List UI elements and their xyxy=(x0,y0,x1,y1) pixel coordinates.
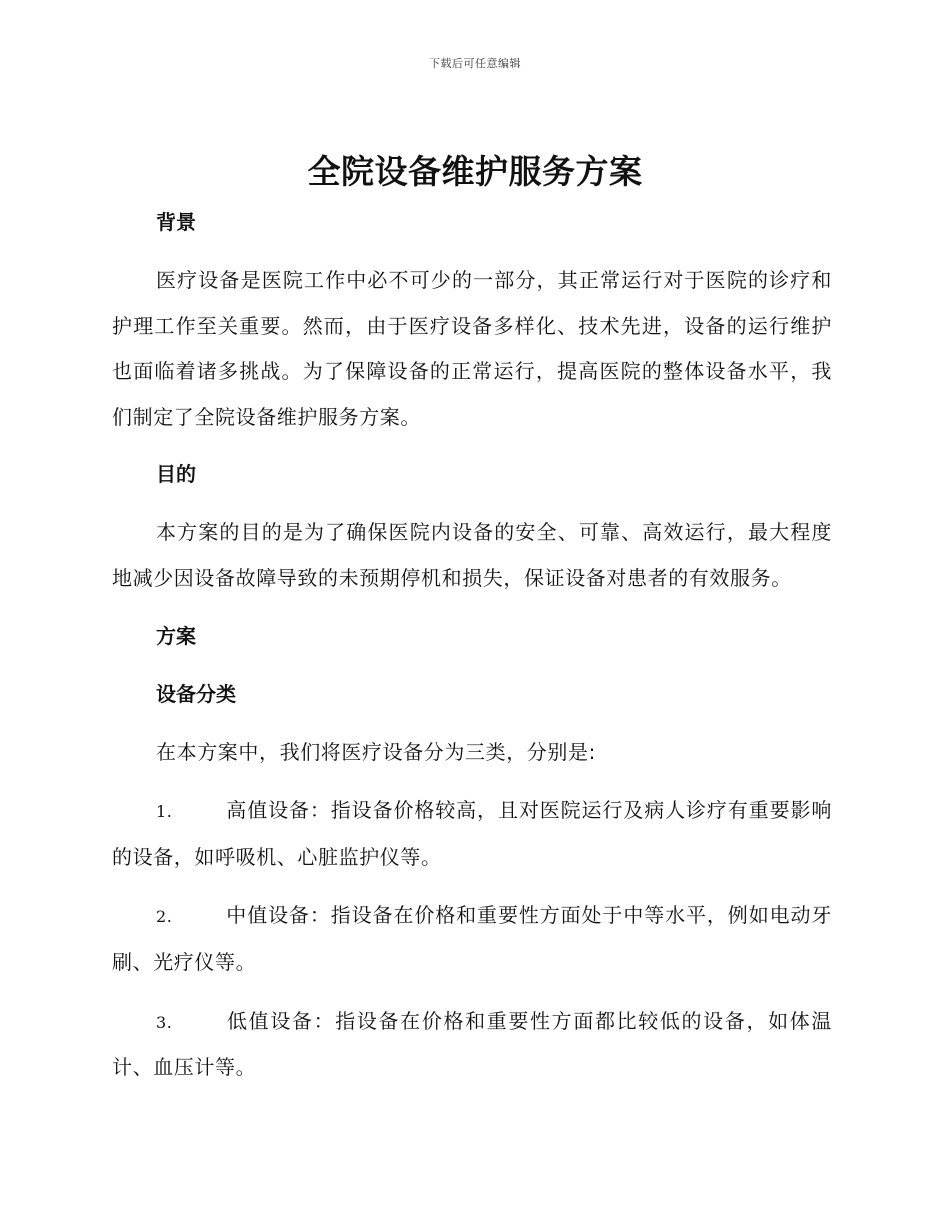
list-item-text: 低值设备：指设备在价格和重要性方面都比较低的设备，如体温计、血压计等。 xyxy=(112,1008,832,1080)
plan-heading: 方案 xyxy=(156,623,196,648)
purpose-paragraph: 本方案的目的是为了确保医院内设备的安全、可靠、高效运行，最大程度地减少因设备故障导致的未预期停机和损失，保证设备对患者的有效服务。 xyxy=(112,520,832,590)
background-heading: 背景 xyxy=(156,210,196,234)
classification-intro: 在本方案中，我们将医疗设备分为三类，分别是: xyxy=(156,739,596,764)
list-item-low-value xyxy=(112,999,832,1091)
list-number: 3. xyxy=(156,1012,173,1032)
list-item-text: 高值设备：指设备价格较高，且对医院运行及病人诊疗有重要影响的设备，如呼吸机、心脏监护仪等。 xyxy=(112,798,832,869)
list-item-text: 中值设备：指设备在价格和重要性方面处于中等水平，例如电动牙刷、光疗仪等。 xyxy=(112,903,832,974)
list-item-medium-value xyxy=(112,893,832,985)
classification-heading: 设备分类 xyxy=(156,681,236,706)
header-note: 下载后可任意编辑 xyxy=(429,57,521,70)
list-number: 1. xyxy=(156,802,173,822)
background-paragraph: 医疗设备是医院工作中必不可少的一部分，其正常运行对于医院的诊疗和护理工作至关重要。然而，由于医疗设备多样化、技术先进，设备的运行维护也面临着诸多挑战。为了保障设备的正常运行，提高医院的整体设备水平，我们制定了全院设备维护服务方案。 xyxy=(112,268,832,429)
document-title: 全院设备维护服务方案 xyxy=(307,152,643,191)
list-number: 2. xyxy=(156,907,173,927)
document-body xyxy=(112,200,832,1091)
purpose-heading: 目的 xyxy=(156,462,196,487)
list-item-high-value xyxy=(112,788,832,880)
